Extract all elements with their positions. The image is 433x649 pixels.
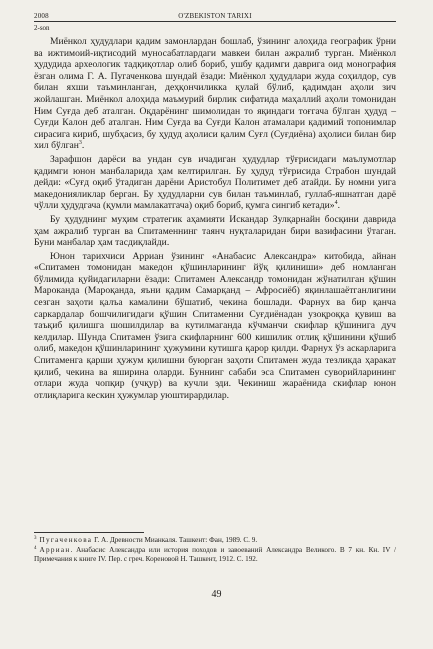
footnote [34, 546, 396, 564]
footnote-ref[interactable]: 3 [78, 140, 82, 147]
footnote-ref[interactable]: 4 [334, 200, 338, 207]
header-issue: 2-son [34, 24, 50, 32]
footnotes [34, 536, 396, 566]
footnote-number: 3 [34, 535, 37, 541]
paragraph: Миёнкол ҳудудлари қадим замонлардан бошлаб, ўзининг алоҳида географик ўрни ва ижтимоий-иқтисодий муносабатлардаги мавкеи билан ажралиб турган. Миёнкол ҳудудида археологик тадқиқотлар олиб бориб, ушбу қадимги даврига оид монография ёзган олима Г. А. Пугаченкова шундай ёзади: Миёнкол ҳудудлари жуда соҳилдор, сув билан яхши таъминланган, деҳқончиликка қулай бўлиб, қадимдан аҳоли зич жойлашган. Миёнкол алоҳида маъмурий бирлик сифатида маҳаллий аҳоли томонидан Ним Суғда деб аталган. Оқдарёнинг шимолидан то яқиндаги тоғгача бўлган ҳудуд – Суғди Калон деб аталган. Ним Суғда ва Суғди Калон атамалари қадимий топонимлар сирасига кириб, шубҳасиз, бу ҳудуд аҳолиси қалим Суғл (Суғдиёна) аҳолиси билан бир хил бўлган$^3$. [34, 36, 396, 152]
header-rule [34, 21, 396, 22]
header-year: 2008 [34, 12, 49, 20]
footnote-author: Арриан [39, 546, 71, 555]
footnote-text: Г. А. Древности Мианкаля. Ташкент: Фан, 1989. С. 9. [92, 536, 258, 544]
footnote-rule [34, 532, 144, 533]
footnote-text: . Анабасис Александра или история походов и завоеваний Александра Великого. В 7 кн. Кн. IV / Примечания к книге IV. Пер. с греч. Кореновой Н. Ташкент, 1912. С. 192. [34, 546, 396, 564]
page-number: 49 [211, 589, 222, 600]
article-body [34, 36, 396, 403]
paragraph: Зарафшон дарёси ва ундан сув ичадиган ҳудудлар тўғрисидаги маълумотлар қадимги юнон манбаларида ҳам келтирилган. Бу ҳудуд тўғрисида Страбон шундай дейди: «Суғд оқиб ўтадиган дарёни Аристобул Политимет деб атайди. Бу номни уига македонияликлар берган. Бу ҳудудларни сув билан таъминлаб, гуллаб-яшнатган дарё чўлли ҳудудгача (қумли мамлакатгача) оқиб бориб, қумга сингиб кетади»$^4$. [34, 153, 396, 212]
paragraph: Бу ҳудуднинг муҳим стратегик аҳамияти Искандар Зулқарнайн босқини даврида ҳам ажралиб турган ва Спитаменнинг таянч нуқталаридан бири вазифасини ўтаган. Буни манбалар ҳам тасдиқлайди. [34, 213, 396, 249]
footnote [34, 536, 396, 545]
footnote-number: 4 [34, 545, 37, 551]
header-journal-title: O'ZBEKISTON TARIXI [178, 12, 252, 20]
footnote-author: Пугаченкова [39, 536, 93, 544]
paragraph: Юнон тарихчиси Арриан ўзининг «Анабасис Александра» китобида, айнан «Спитамен томонидан македон қўшинларининг йўқ қилиниши» деб номланган бўлимида қуйидагиларни ёзади: Спитамен Александр томонидан жўнатилган қўшин Мароканда (Мароқанда, яъни қадим Самарқанд – Афросиёб) яқинлашаётганлигини сезган заҳоти қалъа камалини бўшатиб, чекина бошлади. Фарнух ва бир қанча саркардалар бошчилигидаги қўшин Спитаменни Суғдиёнадан узоқроққа қувиш ва таъқиб қилишга шошилдилар ва кутилмаганда кўчманчи скифлар қўшинига дуч келдилар. Шунда Спитамен ўзига скифларнинг 600 кишилик отлиқ қўшинини қўшиб олиб, македон қўшинларининг ҳужумини кутишга қарор қилди. Фарнух ўз аскарларига Спитаменга қарши ҳужум қилишни буюрган заҳоти Спитамен жуда тезликда ҳаракат қилиб, чекина ва яширина оларди. Буннинг сабаби эса Спитамен суворийларининг отлари жуда чопқир (учқур) ва кучли эди. Чекиниш жараёнида скифлар юнон отлиқларига кескин ҳужумлар уюштирардилар. [34, 250, 396, 401]
